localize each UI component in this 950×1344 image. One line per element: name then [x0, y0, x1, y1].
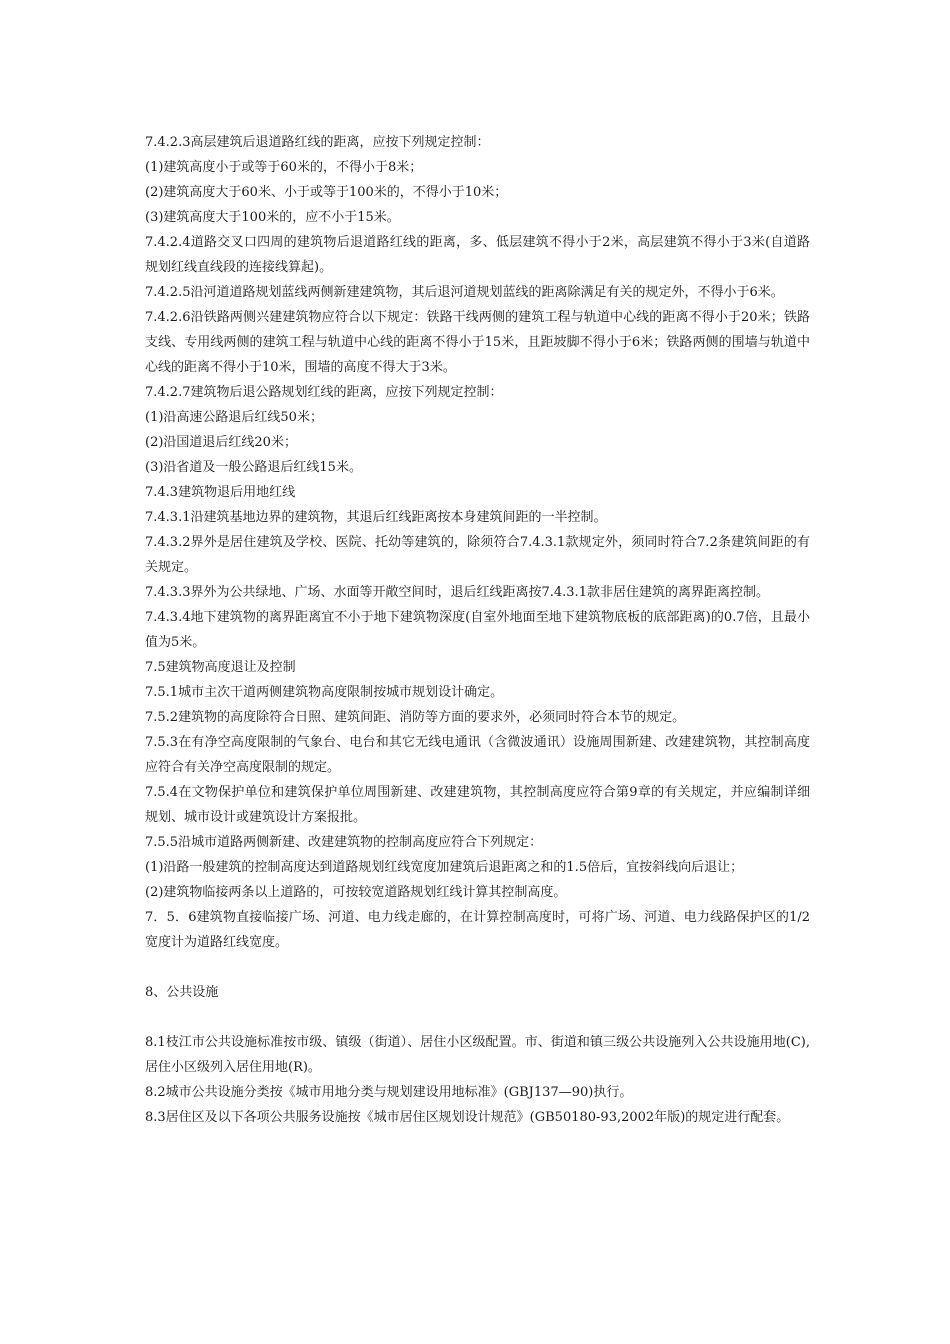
- clause-7-4-2-5: 7.4.2.5沿河道道路规划蓝线两侧新建建筑物，其后退河道规划蓝线的距离除满足有关的规定外，不得小于6米。: [145, 285, 784, 300]
- clause-7-4-3-1: 7.4.3.1沿建筑基地边界的建筑物，其退后红线距离按本身建筑间距的一半控制。: [145, 510, 607, 525]
- clause-7-5-2: 7.5.2建筑物的高度除符合日照、建筑间距、消防等方面的要求外，必须同时符合本节的规定。: [145, 710, 686, 725]
- chapter-heading-8: 8、公共设施: [145, 985, 219, 1000]
- clause-7-5-3: 7.5.3在有净空高度限制的气象台、电台和其它无线电通讯（含微波通讯）设施周围新建、改建建筑物，其控制高度应符合有关净空高度限制的规定。: [145, 735, 810, 775]
- clause-7-4-2-3: 7.4.2.3高层建筑后退道路红线的距离，应按下列规定控制：: [145, 135, 490, 150]
- clause-7-5-4: 7.5.4在文物保护单位和建筑保护单位周围新建、改建建筑物，其控制高度应符合第9章的有关规定，并应编制详细规划、城市设计或建筑设计方案报批。: [145, 785, 810, 825]
- list-item: (1)建筑高度小于或等于60米的，不得小于8米；: [145, 160, 423, 175]
- clause-7-4-2-6: 7.4.2.6沿铁路两侧兴建建筑物应符合以下规定：铁路干线两侧的建筑工程与轨道中心线的距离不得小于20米；铁路支线、专用线两侧的建筑工程与轨道中心线的距离不得小于15米，且距坡脚不得小于6米；铁路两侧的围墙与轨道中心线的距离不得小于10米，围墙的高度不得大于3米。: [145, 310, 810, 375]
- list-item: (3)建筑高度大于100米的，应不小于15米。: [145, 210, 400, 225]
- list-item: (1)沿路一般建筑的控制高度达到道路规划红线宽度加建筑后退距离之和的1.5倍后，宜按斜线向后退让；: [145, 860, 744, 875]
- clause-7-4-3-2: 7.4.3.2界外是居住建筑及学校、医院、托幼等建筑的，除须符合7.4.3.1款规定外，须同时符合7.2条建筑间距的有关规定。: [145, 535, 810, 575]
- clause-8-3: 8.3居住区及以下各项公共服务设施按《城市居住区规划设计规范》(GB50180-93,2002年版)的规定进行配套。: [145, 1110, 790, 1125]
- clause-8-1: 8.1枝江市公共设施标准按市级、镇级（街道）、居住小区级配置。市、街道和镇三级公共设施列入公共设施用地(C),居住小区级列入居住用地(R)。: [145, 1035, 810, 1075]
- clause-7-5-5: 7.5.5沿城市道路两侧新建、改建建筑物的控制高度应符合下列规定：: [145, 835, 543, 850]
- blank-line: [145, 1005, 810, 1030]
- clause-7-4-3-4: 7.4.3.4地下建筑物的离界距离宜不小于地下建筑物深度(自室外地面至地下建筑物底板的底部距离)的0.7倍，且最小值为5米。: [145, 610, 810, 650]
- clause-7-4-3-3: 7.4.3.3界外为公共绿地、广场、水面等开敞空间时，退后红线距离按7.4.3.1款非居住建筑的离界距离控制。: [145, 585, 769, 600]
- blank-line: [145, 955, 810, 980]
- clause-7-4-2-7: 7.4.2.7建筑物后退公路规划红线的距离，应按下列规定控制：: [145, 385, 503, 400]
- clause-7-5-6: 7．5．6建筑物直接临接广场、河道、电力线走廊的，在计算控制高度时，可将广场、河道、电力线路保护区的1/2宽度计为道路红线宽度。: [145, 910, 810, 950]
- list-item: (2)建筑高度大于60米、小于或等于100米的，不得小于10米；: [145, 185, 508, 200]
- clause-7-4-2-4: 7.4.2.4道路交叉口四周的建筑物后退道路红线的距离，多、低层建筑不得小于2米，高层建筑不得小于3米(自道路规划红线直线段的连接线算起)。: [145, 235, 810, 275]
- clause-8-2: 8.2城市公共设施分类按《城市用地分类与规划建设用地标准》(GBJ137—90)执行。: [145, 1085, 633, 1100]
- list-item: (3)沿省道及一般公路退后红线15米。: [145, 460, 362, 475]
- list-item: (2)建筑物临接两条以上道路的，可按较宽道路规划红线计算其控制高度。: [145, 885, 567, 900]
- document-body: [145, 130, 810, 1130]
- list-item: (2)沿国道退后红线20米；: [145, 435, 297, 450]
- section-heading-7-4-3: 7.4.3建筑物退后用地红线: [145, 485, 296, 500]
- list-item: (1)沿高速公路退后红线50米；: [145, 410, 323, 425]
- section-heading-7-5: 7.5建筑物高度退让及控制: [145, 660, 296, 675]
- clause-7-5-1: 7.5.1城市主次干道两侧建筑物高度限制按城市规划设计确定。: [145, 685, 504, 700]
